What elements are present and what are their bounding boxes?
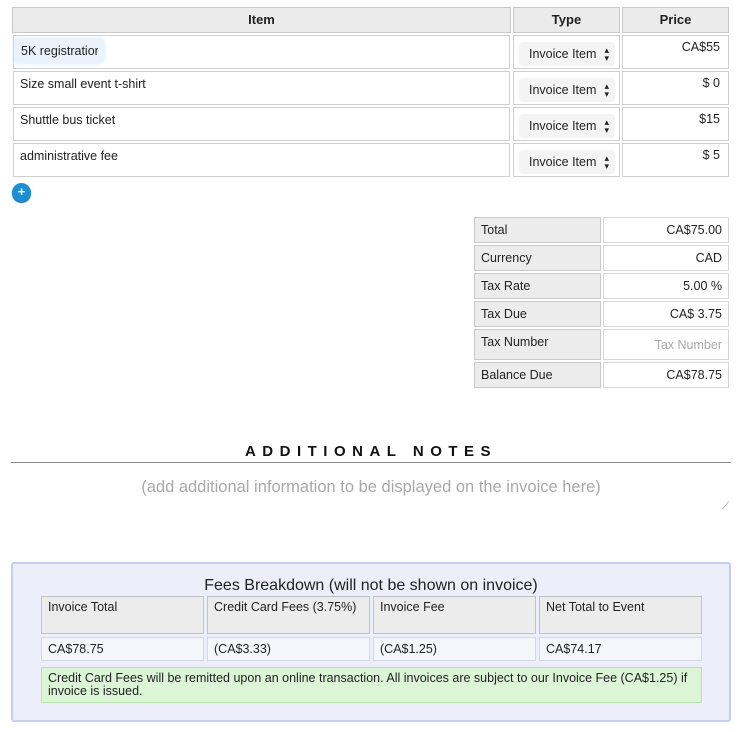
total-value: CA$75.00 (603, 217, 729, 243)
type-select[interactable] (519, 78, 615, 102)
price-value[interactable]: CA$55 (681, 40, 720, 54)
fee-header-invoice-fee: Invoice Fee (373, 596, 536, 634)
fee-header-net-total: Net Total to Event (539, 596, 702, 634)
price-value[interactable]: $ 0 (702, 76, 720, 90)
item-name-input[interactable] (14, 72, 509, 96)
price-value[interactable]: $ 5 (702, 148, 720, 162)
table-row-item-cell[interactable] (13, 71, 510, 105)
balance-due-value: CA$78.75 (603, 362, 729, 388)
column-header-item: Item (12, 7, 511, 33)
table-row-item-cell[interactable] (13, 143, 510, 177)
table-row-type-cell (513, 71, 620, 105)
type-select-value: Invoice Item (529, 155, 597, 169)
currency-value[interactable]: CAD (603, 245, 729, 271)
fee-value-invoice-total: CA$78.75 (41, 637, 204, 661)
resize-grip-icon[interactable]: ⟋ (722, 501, 729, 512)
tax-rate-value[interactable]: 5.00 % (603, 273, 729, 299)
table-row-price-cell[interactable] (622, 107, 729, 141)
type-select-value: Invoice Item (529, 83, 597, 97)
notes-divider (11, 462, 731, 463)
table-row-item-cell[interactable] (13, 35, 510, 69)
table-row-type-cell (513, 143, 620, 177)
tax-due-value: CA$ 3.75 (603, 301, 729, 327)
item-name-input[interactable] (14, 144, 509, 168)
type-select-value: Invoice Item (529, 119, 597, 133)
notes-placeholder: (add additional information to be displayed on the invoice here) (141, 478, 601, 496)
balance-due-label: Balance Due (474, 362, 601, 388)
type-select[interactable] (519, 150, 615, 174)
tax-rate-label: Tax Rate (474, 273, 601, 299)
type-select[interactable] (519, 114, 615, 138)
type-select[interactable] (519, 42, 615, 66)
fee-header-invoice-total: Invoice Total (41, 596, 204, 634)
total-label: Total (474, 217, 601, 243)
currency-label: Currency (474, 245, 601, 271)
item-name-input[interactable] (14, 39, 104, 63)
fees-notice: Credit Card Fees will be remitted upon an online transaction. All invoices are subject to our Invoice Fee (CA$1.25) if invoice is issued. (41, 667, 702, 703)
fees-breakdown-title: Fees Breakdown (will not be shown on invoice) (204, 577, 538, 594)
column-header-type: Type (513, 7, 620, 33)
fee-value-credit-card-fees: (CA$3.33) (207, 637, 370, 661)
table-row-type-cell (513, 107, 620, 141)
tax-number-label: Tax Number (474, 329, 601, 360)
table-row-type-cell (513, 35, 620, 69)
column-header-price: Price (622, 7, 729, 33)
select-arrows-icon: ▴ ▾ (604, 153, 609, 171)
table-row-price-cell[interactable] (622, 71, 729, 105)
additional-notes-heading: ADDITIONAL NOTES (244, 443, 498, 460)
item-name-input[interactable] (14, 108, 509, 132)
select-arrows-icon: ▴ ▾ (604, 45, 609, 63)
price-value[interactable]: $15 (699, 112, 720, 126)
add-item-button[interactable]: + (12, 183, 31, 202)
table-row-item-cell[interactable] (13, 107, 510, 141)
fee-value-invoice-fee: (CA$1.25) (373, 637, 536, 661)
table-row-price-cell[interactable] (622, 143, 729, 177)
table-row-price-cell[interactable] (622, 35, 729, 69)
select-arrows-icon: ▴ ▾ (604, 117, 609, 135)
fee-header-credit-card-fees: Credit Card Fees (3.75%) (207, 596, 370, 634)
fee-value-net-total: CA$74.17 (539, 637, 702, 661)
type-select-value: Invoice Item (529, 47, 597, 61)
tax-number-input[interactable]: Tax Number (603, 329, 729, 360)
select-arrows-icon: ▴ ▾ (604, 81, 609, 99)
tax-due-label: Tax Due (474, 301, 601, 327)
notes-textarea[interactable] (11, 464, 731, 512)
